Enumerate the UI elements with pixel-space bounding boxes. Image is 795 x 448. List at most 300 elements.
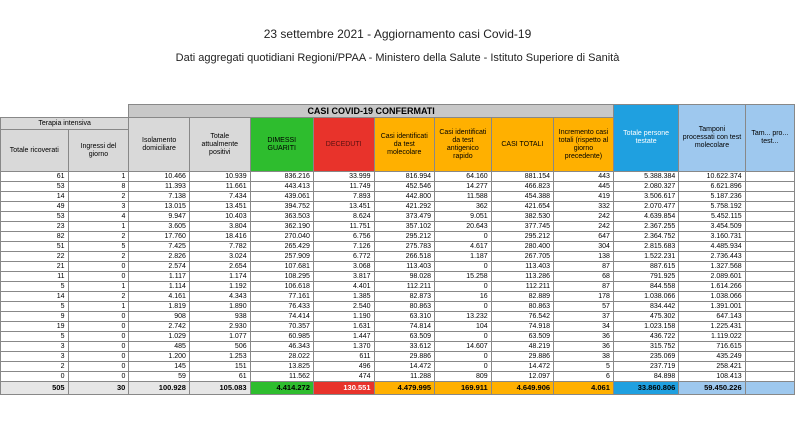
table-cell: 3 (1, 352, 69, 362)
table-cell: 14 (1, 192, 69, 202)
table-cell: 452.546 (374, 182, 435, 192)
table-cell: 14 (1, 292, 69, 302)
table-cell: 7.434 (189, 192, 250, 202)
table-cell: 2.574 (129, 262, 190, 272)
table-cell: 1.522.231 (613, 252, 678, 262)
total-cell (745, 382, 794, 395)
table-cell (745, 252, 794, 262)
table-cell: 7.126 (313, 242, 374, 252)
table-cell: 80.863 (491, 302, 553, 312)
table-cell: 2.540 (313, 302, 374, 312)
table-cell: 908 (129, 312, 190, 322)
table-cell: 22 (1, 252, 69, 262)
table-cell: 11.562 (250, 372, 313, 382)
table-cell: 57 (554, 302, 614, 312)
table-row (1, 292, 795, 302)
table-cell: 2.070.477 (613, 202, 678, 212)
table-cell: 235.069 (613, 352, 678, 362)
table-cell: 33.999 (313, 172, 374, 182)
table-cell: 104 (435, 322, 492, 332)
table-cell: 421.292 (374, 202, 435, 212)
table-cell: 76.433 (250, 302, 313, 312)
table-cell: 377.745 (491, 222, 553, 232)
table-cell: 2 (68, 292, 129, 302)
table-cell: 237.719 (613, 362, 678, 372)
table-cell: 63.509 (374, 332, 435, 342)
table-cell: 1 (68, 222, 129, 232)
table-cell (745, 172, 794, 182)
table-cell: 46.343 (250, 342, 313, 352)
table-cell: 68 (554, 272, 614, 282)
table-cell: 466.823 (491, 182, 553, 192)
table-cell: 0 (68, 372, 129, 382)
table-cell: 3.160.731 (679, 232, 745, 242)
table-cell: 304 (554, 242, 614, 252)
table-cell: 106.618 (250, 282, 313, 292)
table-cell: 108.295 (250, 272, 313, 282)
table-cell: 11.751 (313, 222, 374, 232)
table-cell: 1.077 (189, 332, 250, 342)
table-cell: 74.918 (491, 322, 553, 332)
table-cell: 0 (435, 362, 492, 372)
covid-data-table (0, 104, 795, 395)
table-cell: 5.758.192 (679, 202, 745, 212)
table-cell: 11.288 (374, 372, 435, 382)
table-cell: 6.621.896 (679, 182, 745, 192)
table-cell: 15.258 (435, 272, 492, 282)
table-cell: 242 (554, 212, 614, 222)
table-cell: 1.117 (129, 272, 190, 282)
table-cell: 87 (554, 282, 614, 292)
table-cell: 435.249 (679, 352, 745, 362)
table-cell: 1 (68, 172, 129, 182)
table-cell: 0 (435, 232, 492, 242)
table-cell: 10.466 (129, 172, 190, 182)
table-cell: 112.211 (374, 282, 435, 292)
table-cell: 443.413 (250, 182, 313, 192)
table-cell: 98.028 (374, 272, 435, 282)
table-cell: 0 (68, 332, 129, 342)
table-cell: 836.216 (250, 172, 313, 182)
table-cell: 1.038.066 (679, 292, 745, 302)
table-cell: 938 (189, 312, 250, 322)
table-cell: 816.994 (374, 172, 435, 182)
table-cell: 82 (1, 232, 69, 242)
table-cell: 357.102 (374, 222, 435, 232)
table-cell: 1.447 (313, 332, 374, 342)
table-cell: 6.756 (313, 232, 374, 242)
table-cell: 647.143 (679, 312, 745, 322)
table-cell: 5 (1, 302, 69, 312)
table-cell: 74.814 (374, 322, 435, 332)
table-cell: 2.089.601 (679, 272, 745, 282)
table-cell: 13.451 (313, 202, 374, 212)
table-cell (745, 352, 794, 362)
table-cell: 5.187.236 (679, 192, 745, 202)
table-cell: 11.588 (435, 192, 492, 202)
table-cell: 48.219 (491, 342, 553, 352)
table-cell: 0 (68, 262, 129, 272)
total-cell: 4.649.906 (491, 382, 553, 395)
table-cell: 2 (68, 232, 129, 242)
table-cell: 3.506.617 (613, 192, 678, 202)
table-cell: 11.749 (313, 182, 374, 192)
col-header-attualmente-positivi: Totale attualmente positivi (189, 118, 250, 172)
terapia-intensiva-header: Terapia intensiva (1, 118, 129, 130)
table-cell: 485 (129, 342, 190, 352)
table-cell: 332 (554, 202, 614, 212)
table-row (1, 342, 795, 352)
table-cell: 2.826 (129, 252, 190, 262)
table-cell: 2 (68, 252, 129, 262)
table-cell: 0 (68, 352, 129, 362)
table-cell: 0 (68, 362, 129, 372)
table-cell: 1.029 (129, 332, 190, 342)
col-header-totale-ricoverati: Totale ricoverati (1, 130, 69, 172)
table-cell: 295.212 (374, 232, 435, 242)
table-cell: 3.024 (189, 252, 250, 262)
table-row (1, 332, 795, 342)
table-cell: 29.886 (491, 352, 553, 362)
table-cell: 1.631 (313, 322, 374, 332)
table-cell: 138 (554, 252, 614, 262)
table-cell: 363.503 (250, 212, 313, 222)
table-cell: 7.782 (189, 242, 250, 252)
table-cell: 4.485.934 (679, 242, 745, 252)
col-header-ingressi: Ingressi del giorno (68, 130, 129, 172)
table-cell: 51 (1, 242, 69, 252)
table-cell: 791.925 (613, 272, 678, 282)
table-cell: 0 (1, 372, 69, 382)
table-cell: 108.413 (679, 372, 745, 382)
table-cell: 3.454.509 (679, 222, 745, 232)
table-cell (745, 332, 794, 342)
table-cell: 13.451 (189, 202, 250, 212)
table-cell (745, 342, 794, 352)
table-cell: 2.736.443 (679, 252, 745, 262)
table-cell: 23 (1, 222, 69, 232)
table-cell: 33.612 (374, 342, 435, 352)
total-cell: 100.928 (129, 382, 190, 395)
table-cell: 3 (1, 342, 69, 352)
table-cell: 113.403 (491, 262, 553, 272)
table-cell: 4 (68, 212, 129, 222)
table-cell: 1.370 (313, 342, 374, 352)
table-cell: 20.643 (435, 222, 492, 232)
table-cell: 0 (68, 322, 129, 332)
table-cell: 113.403 (374, 262, 435, 272)
table-cell: 445 (554, 182, 614, 192)
table-cell: 82.873 (374, 292, 435, 302)
table-row (1, 252, 795, 262)
table-cell: 1.327.568 (679, 262, 745, 272)
total-cell: 33.860.806 (613, 382, 678, 395)
table-cell: 29.886 (374, 352, 435, 362)
table-cell (745, 292, 794, 302)
table-row (1, 312, 795, 322)
table-cell: 5.388.384 (613, 172, 678, 182)
table-cell: 1.114 (129, 282, 190, 292)
table-row (1, 262, 795, 272)
table-cell: 1.385 (313, 292, 374, 302)
table-cell: 60.985 (250, 332, 313, 342)
table-cell: 2.080.327 (613, 182, 678, 192)
table-cell: 8 (68, 182, 129, 192)
table-cell: 61 (1, 172, 69, 182)
report-subtitle: Dati aggregati quotidiani Regioni/PPAA - Ministero della Salute - Istituto Superiore di Sanità (175, 52, 620, 64)
table-cell: 7.425 (129, 242, 190, 252)
table-cell: 382.530 (491, 212, 553, 222)
table-cell (745, 202, 794, 212)
table-cell: 1.253 (189, 352, 250, 362)
table-cell: 19 (1, 322, 69, 332)
table-cell: 1 (68, 282, 129, 292)
table-cell: 5 (68, 242, 129, 252)
table-cell: 2.367.255 (613, 222, 678, 232)
table-cell (745, 372, 794, 382)
table-cell: 0 (435, 332, 492, 342)
total-cell: 30 (68, 382, 129, 395)
table-cell: 178 (554, 292, 614, 302)
table-cell: 443 (554, 172, 614, 182)
table-cell: 4.161 (129, 292, 190, 302)
table-cell (745, 182, 794, 192)
total-cell: 105.083 (189, 382, 250, 395)
table-cell: 10.622.374 (679, 172, 745, 182)
col-header-deceduti: DECEDUTI (313, 118, 374, 172)
table-cell: 454.388 (491, 192, 553, 202)
table-cell: 4.401 (313, 282, 374, 292)
table-cell: 295.212 (491, 232, 553, 242)
table-cell: 270.040 (250, 232, 313, 242)
table-row (1, 232, 795, 242)
table-cell: 21 (1, 262, 69, 272)
table-cell: 8.624 (313, 212, 374, 222)
table-cell: 2.930 (189, 322, 250, 332)
table-cell: 1.819 (129, 302, 190, 312)
table-cell: 1.391.001 (679, 302, 745, 312)
table-cell: 2 (1, 362, 69, 372)
table-cell: 37 (554, 312, 614, 322)
table-cell: 242 (554, 222, 614, 232)
table-cell: 5 (1, 282, 69, 292)
table-cell: 28.022 (250, 352, 313, 362)
table-cell: 881.154 (491, 172, 553, 182)
table-cell: 436.722 (613, 332, 678, 342)
table-cell: 3.817 (313, 272, 374, 282)
table-cell: 421.654 (491, 202, 553, 212)
table-row (1, 352, 795, 362)
table-cell: 49 (1, 202, 69, 212)
table-cell (745, 362, 794, 372)
table-cell: 611 (313, 352, 374, 362)
table-cell: 0 (435, 302, 492, 312)
table-cell: 439.061 (250, 192, 313, 202)
table-cell: 6 (554, 372, 614, 382)
table-cell: 475.302 (613, 312, 678, 322)
table-cell (745, 192, 794, 202)
table-cell: 5 (1, 332, 69, 342)
table-cell: 64.160 (435, 172, 492, 182)
table-cell: 76.542 (491, 312, 553, 322)
table-cell (745, 322, 794, 332)
table-cell: 59 (129, 372, 190, 382)
table-cell: 0 (68, 272, 129, 282)
table-cell: 1.192 (189, 282, 250, 292)
table-cell (745, 222, 794, 232)
table-cell: 70.357 (250, 322, 313, 332)
table-cell: 13.015 (129, 202, 190, 212)
table-cell: 258.421 (679, 362, 745, 372)
table-cell: 74.414 (250, 312, 313, 322)
table-cell: 53 (1, 182, 69, 192)
table-cell (745, 212, 794, 222)
col-header-tamponi-molecolare: Tamponi processati con test molecolare (679, 105, 745, 172)
table-cell: 107.681 (250, 262, 313, 272)
total-cell: 4.414.272 (250, 382, 313, 395)
table-cell: 2.742 (129, 322, 190, 332)
table-cell: 14.472 (491, 362, 553, 372)
table-cell: 265.429 (250, 242, 313, 252)
table-cell: 0 (68, 312, 129, 322)
table-cell: 834.442 (613, 302, 678, 312)
table-cell: 1.225.431 (679, 322, 745, 332)
table-row (1, 182, 795, 192)
table-cell: 11.393 (129, 182, 190, 192)
table-cell: 3.605 (129, 222, 190, 232)
table-row (1, 192, 795, 202)
table-cell: 14.472 (374, 362, 435, 372)
table-cell: 716.615 (679, 342, 745, 352)
header-spacer (1, 105, 129, 118)
table-cell: 13.825 (250, 362, 313, 372)
table-cell: 362 (435, 202, 492, 212)
table-cell: 0 (435, 262, 492, 272)
table-cell: 2 (68, 192, 129, 202)
table-cell: 17.760 (129, 232, 190, 242)
table-cell: 2.654 (189, 262, 250, 272)
table-cell: 12.097 (491, 372, 553, 382)
table-cell (745, 262, 794, 272)
table-cell: 10.403 (189, 212, 250, 222)
table-cell: 7.138 (129, 192, 190, 202)
table-cell: 9 (1, 312, 69, 322)
table-cell: 34 (554, 322, 614, 332)
table-cell: 63.310 (374, 312, 435, 322)
table-cell: 1.038.066 (613, 292, 678, 302)
table-cell: 3.804 (189, 222, 250, 232)
table-cell: 362.190 (250, 222, 313, 232)
table-cell: 5 (554, 362, 614, 372)
table-cell: 6.772 (313, 252, 374, 262)
table-cell: 1.023.158 (613, 322, 678, 332)
table-cell: 1.614.266 (679, 282, 745, 292)
report-title: 23 settembre 2021 - Aggiornamento casi Covid-19 (263, 27, 532, 41)
table-cell (745, 232, 794, 242)
group-header: CASI COVID-19 CONFERMATI (129, 105, 614, 118)
table-cell: 1.890 (189, 302, 250, 312)
table-cell: 2.364.752 (613, 232, 678, 242)
table-cell: 266.518 (374, 252, 435, 262)
table-row (1, 242, 795, 252)
table-cell: 5.452.115 (679, 212, 745, 222)
table-cell: 474 (313, 372, 374, 382)
total-cell: 4.061 (554, 382, 614, 395)
col-header-casi-antigenico: Casi identificati da test antigenico rapido (435, 118, 492, 172)
table-cell: 3 (68, 202, 129, 212)
table-cell (745, 272, 794, 282)
table-cell: 11 (1, 272, 69, 282)
table-cell: 14.277 (435, 182, 492, 192)
table-cell: 145 (129, 362, 190, 372)
table-cell: 4.639.854 (613, 212, 678, 222)
col-header-dimessi-guariti: DIMESSI GUARITI (250, 118, 313, 172)
table-cell: 9.051 (435, 212, 492, 222)
table-cell: 87 (554, 262, 614, 272)
table-cell (745, 282, 794, 292)
col-header-isolamento: Isolamento domiciliare (129, 118, 190, 172)
table-cell: 2.815.683 (613, 242, 678, 252)
table-cell: 10.939 (189, 172, 250, 182)
table-row (1, 222, 795, 232)
table-cell: 1.119.022 (679, 332, 745, 342)
table-cell: 38 (554, 352, 614, 362)
table-cell: 13.232 (435, 312, 492, 322)
table-cell: 36 (554, 332, 614, 342)
table-cell (745, 312, 794, 322)
table-cell: 267.705 (491, 252, 553, 262)
table-cell: 113.286 (491, 272, 553, 282)
table-row (1, 282, 795, 292)
table-cell (745, 242, 794, 252)
table-row (1, 302, 795, 312)
table-cell: 80.863 (374, 302, 435, 312)
table-row (1, 172, 795, 182)
table-cell: 82.889 (491, 292, 553, 302)
table-cell: 280.400 (491, 242, 553, 252)
table-cell: 0 (435, 282, 492, 292)
table-cell: 1.174 (189, 272, 250, 282)
totals-row (1, 382, 795, 395)
total-cell: 169.911 (435, 382, 492, 395)
table-cell: 442.800 (374, 192, 435, 202)
table-cell: 496 (313, 362, 374, 372)
table-cell: 151 (189, 362, 250, 372)
table-cell: 0 (435, 352, 492, 362)
table-cell (745, 302, 794, 312)
table-cell: 63.509 (491, 332, 553, 342)
table-cell: 373.479 (374, 212, 435, 222)
table-cell: 112.211 (491, 282, 553, 292)
col-header-tamponi-antigenico: Tam... pro... test... (745, 105, 794, 172)
table-cell: 77.161 (250, 292, 313, 302)
table-cell: 7.893 (313, 192, 374, 202)
table-cell: 11.661 (189, 182, 250, 192)
table-cell: 18.416 (189, 232, 250, 242)
table-cell: 419 (554, 192, 614, 202)
table-cell: 9.947 (129, 212, 190, 222)
table-cell: 3.068 (313, 262, 374, 272)
table-cell: 61 (189, 372, 250, 382)
table-cell: 36 (554, 342, 614, 352)
table-cell: 4.617 (435, 242, 492, 252)
total-cell: 130.551 (313, 382, 374, 395)
table-row (1, 272, 795, 282)
table-cell: 275.783 (374, 242, 435, 252)
table-row (1, 372, 795, 382)
col-header-incremento: Incremento casi totali (rispetto al giorno precedente) (554, 118, 614, 172)
col-header-casi-totali: CASI TOTALI (491, 118, 553, 172)
